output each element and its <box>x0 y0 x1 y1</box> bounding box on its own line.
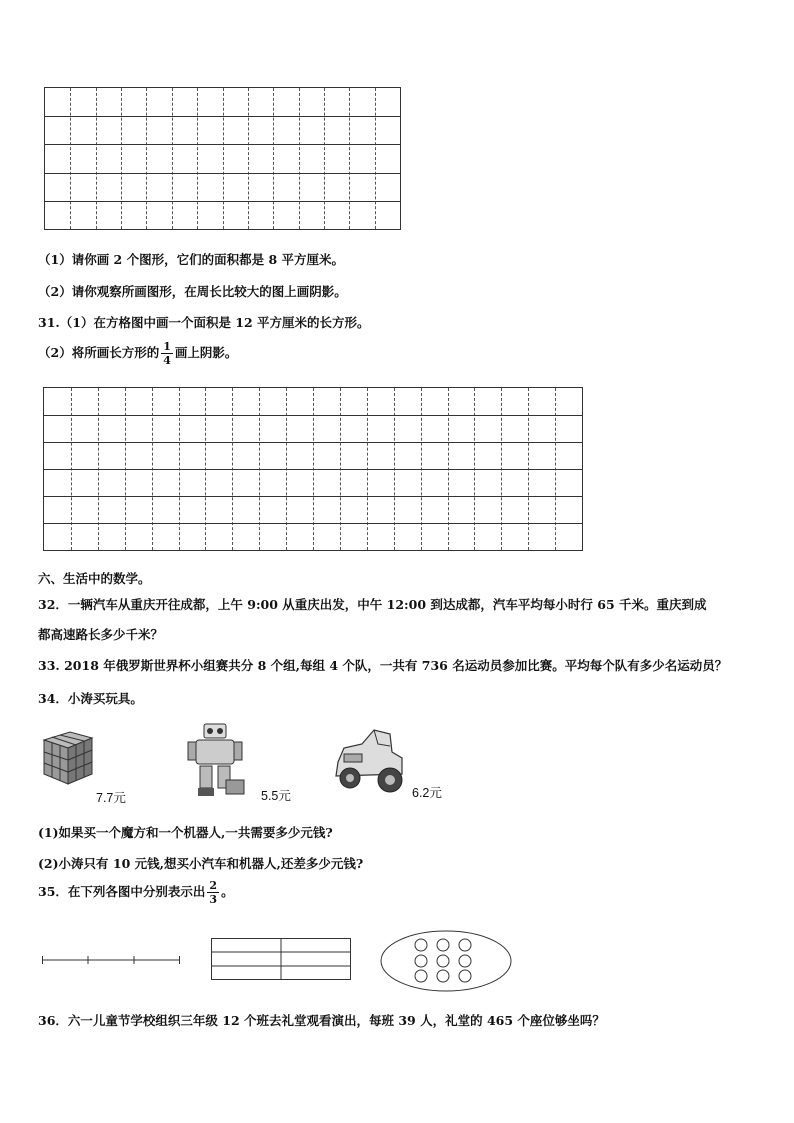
grid-column-line <box>324 88 325 229</box>
grid-column-line <box>146 88 147 229</box>
grid-column-line <box>172 88 173 229</box>
grid-row-line <box>45 173 400 174</box>
q34-title: 34．小涛买玩具。 <box>38 691 143 706</box>
grid-row-line <box>45 144 400 145</box>
q30-part2: （2）请你观察所画图形，在周长比较大的图上画阴影。 <box>38 284 347 299</box>
grid-column-line <box>248 88 249 229</box>
q35-prefix: 35．在下列各图中分别表示出 <box>38 884 206 899</box>
grid-row-line <box>44 415 582 416</box>
grid-row-line <box>44 523 582 524</box>
toy-car-icon <box>330 722 408 800</box>
q32-line2: 都高速路长多少千米？ <box>38 627 164 642</box>
q34-sub2: (2)小涛只有 10 元钱,想买小汽车和机器人,还差多少元钱? <box>38 856 364 871</box>
segmented-line-figure <box>42 950 182 970</box>
q31-part1: 31.（1）在方格图中画一个面积是 12 平方厘米的长方形。 <box>38 315 370 330</box>
q33-text: 33. 2018 年俄罗斯世界杯小组赛共分 8 个组,每组 4 个队，一共有 736 名运动员参加比赛。平均每个队有多少名运动员？ <box>38 658 728 673</box>
rectangle-figure <box>211 938 353 982</box>
grid-column-line <box>273 88 274 229</box>
grid-column-line <box>223 88 224 229</box>
grid-row-line <box>44 442 582 443</box>
robot-price: 5.5元 <box>261 789 291 803</box>
q34-sub1: (1)如果买一个魔方和一个机器人,一共需要多少元钱? <box>38 825 333 840</box>
section-title: 六、生活中的数学。 <box>38 571 151 586</box>
fraction-one-quarter: $\frac{1}{4}$ <box>163 340 171 367</box>
grid-column-line <box>96 88 97 229</box>
q35-text <box>38 879 234 906</box>
q35-suffix: 。 <box>221 884 234 899</box>
car-price: 6.2元 <box>412 786 442 800</box>
square-grid-1 <box>44 87 401 230</box>
grid-row-line <box>44 469 582 470</box>
grid-row-line <box>45 116 400 117</box>
grid-column-line <box>299 88 300 229</box>
grid-row-line <box>45 201 400 202</box>
grid-column-line <box>197 88 198 229</box>
cube-price: 7.7元 <box>96 791 126 805</box>
fraction-two-thirds: $\frac{2}{3}$ <box>209 879 218 906</box>
rubiks-cube-icon <box>40 726 96 786</box>
grid-column-line <box>349 88 350 229</box>
q31-part2-prefix: （2）将所画长方形的 <box>38 345 160 360</box>
oval-circles-figure <box>380 930 512 992</box>
grid-column-line <box>375 88 376 229</box>
grid-column-line <box>70 88 71 229</box>
q30-part1: （1）请你画 2 个图形，它们的面积都是 8 平方厘米。 <box>38 252 345 267</box>
square-grid-2 <box>43 387 583 551</box>
q36-text: 36．六一儿童节学校组织三年级 12 个班去礼堂观看演出，每班 39 人，礼堂的 465 个座位够坐吗？ <box>38 1013 605 1028</box>
grid-row-line <box>44 496 582 497</box>
q31-part2 <box>38 340 237 367</box>
grid-column-line <box>121 88 122 229</box>
q31-part2-suffix: 画上阴影。 <box>174 345 238 360</box>
robot-icon <box>186 720 252 800</box>
q32-line1: 32．一辆汽车从重庆开往成都，上午 9:00 从重庆出发，中午 12:00 到达成都，汽车平均每小时行 65 千米。重庆到成 <box>38 597 707 612</box>
